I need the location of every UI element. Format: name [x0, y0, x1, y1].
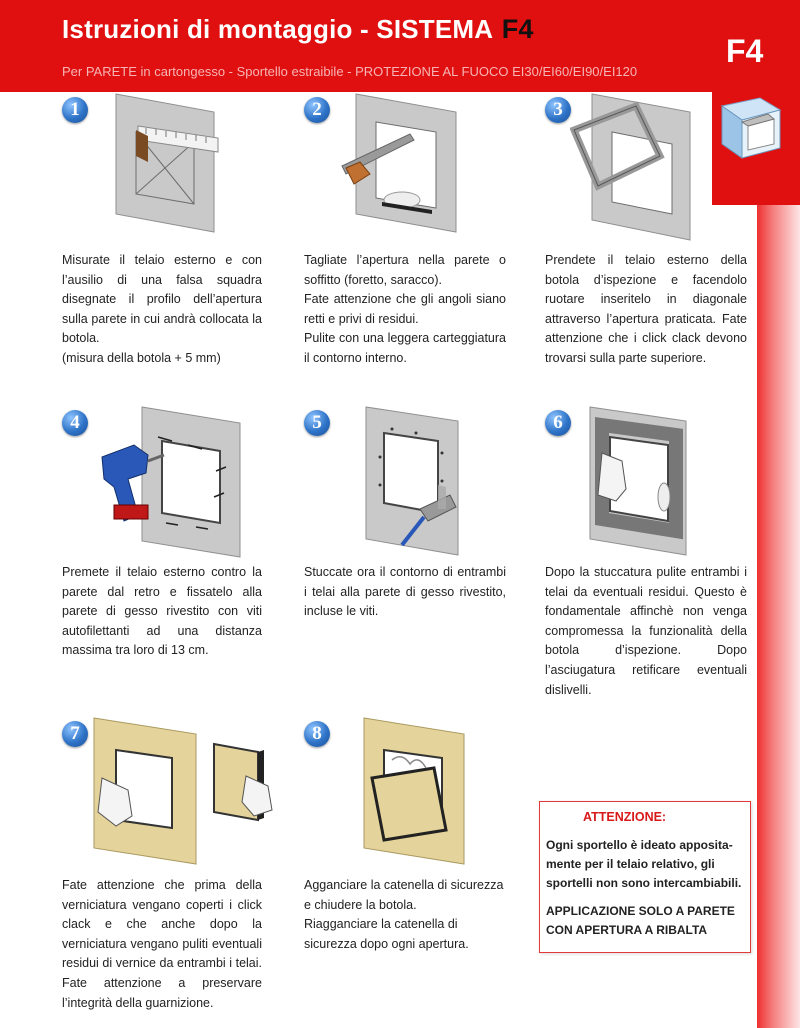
- attention-title: ATTENZIONE:: [583, 810, 667, 824]
- hatch-product-icon: [716, 92, 784, 162]
- step-7-text: Fate attenzione che prima della verniciatura vengano coperti i click clack e che anche dopo la verniciatura vengano puliti eventuali residui di vernice da entrambi i telai. Fate attenzione a preservare l’integrità della guarnizione.: [62, 878, 262, 1010]
- step-8-text: Agganciare la catenella di sicurezza e chiudere la botola. Riagganciare la catenella di sicurezza dopo ogni apertura.: [304, 878, 504, 951]
- step-7-number: 7: [62, 721, 88, 747]
- step-4-text: Premete il telaio esterno contro la parete dal retro e fissatelo alla parete di gesso rivestito con viti autofilettanti ad una distanza massima tra loro di 13 cm.: [62, 565, 262, 658]
- step-4-number: 4: [62, 410, 88, 436]
- step-3-number: 3: [545, 97, 571, 123]
- step-1-illustration: [110, 92, 222, 234]
- attention-body: Ogni sportello è ideato apposita-mente per il telaio relativo, gli sportelli non sono intercambiabili.: [546, 838, 742, 891]
- attention-box: [539, 801, 751, 953]
- step-6-number: 6: [545, 410, 571, 436]
- step-2-illustration: [340, 92, 460, 234]
- side-tab: [757, 205, 800, 1028]
- page-subtitle: Per PARETE in cartongesso - Sportello estraibile - PROTEZIONE AL FUOCO EI30/EI60/EI90/EI120: [62, 64, 638, 79]
- step-2-number: 2: [304, 97, 330, 123]
- attention-note: APPLICAZIONE SOLO A PARETE CON APERTURA A RIBALTA: [546, 904, 735, 938]
- tab-label: F4: [726, 33, 764, 69]
- step-8-illustration: [362, 716, 466, 866]
- step-5-text: Stuccate ora il contorno di entrambi i telai alla parete di gesso rivestito, incluse le viti.: [304, 565, 506, 619]
- page-title: Istruzioni di montaggio - SISTEMA F4: [62, 14, 534, 44]
- step-4-illustration: [100, 405, 242, 559]
- step-6-text: Dopo la stuccatura pulite entrambi i telai da eventuali residui. Questo è fondamentale affinchè non venga compromessa la funzionalità della botola d’ispezione. Dopo l’asciugatura retificare eventuali dislivelli.: [545, 565, 747, 697]
- step-3-text: Prendete il telaio esterno della botola d’ispezione e facendolo ruotare inseritelo in diagonale attraverso l’apertura praticata. Fate attenzione che i click clack devono trovarsi sulla parte superiore.: [545, 253, 747, 365]
- step-1-number: 1: [62, 97, 88, 123]
- system-code: F4: [501, 14, 534, 44]
- step-5-number: 5: [304, 410, 330, 436]
- step-5-illustration: [362, 405, 462, 557]
- step-7-illustration: [92, 716, 288, 866]
- step-3-illustration: [570, 92, 692, 242]
- step-2-text: Tagliate l’apertura nella parete o soffitto (foretto, saracco). Fate attenzione che gli angoli siano retti e privi di residui. Pulite con una leggera carteggiatura il contorno interno.: [304, 253, 506, 365]
- step-1-text: Misurate il telaio esterno e con l’ausilio di una falsa squadra disegnate il profilo dell’apertura sulla parete in cui andrà collocata la botola. (misura della botola + 5 mm): [62, 253, 262, 365]
- step-8-number: 8: [304, 721, 330, 747]
- step-6-illustration: [588, 405, 688, 557]
